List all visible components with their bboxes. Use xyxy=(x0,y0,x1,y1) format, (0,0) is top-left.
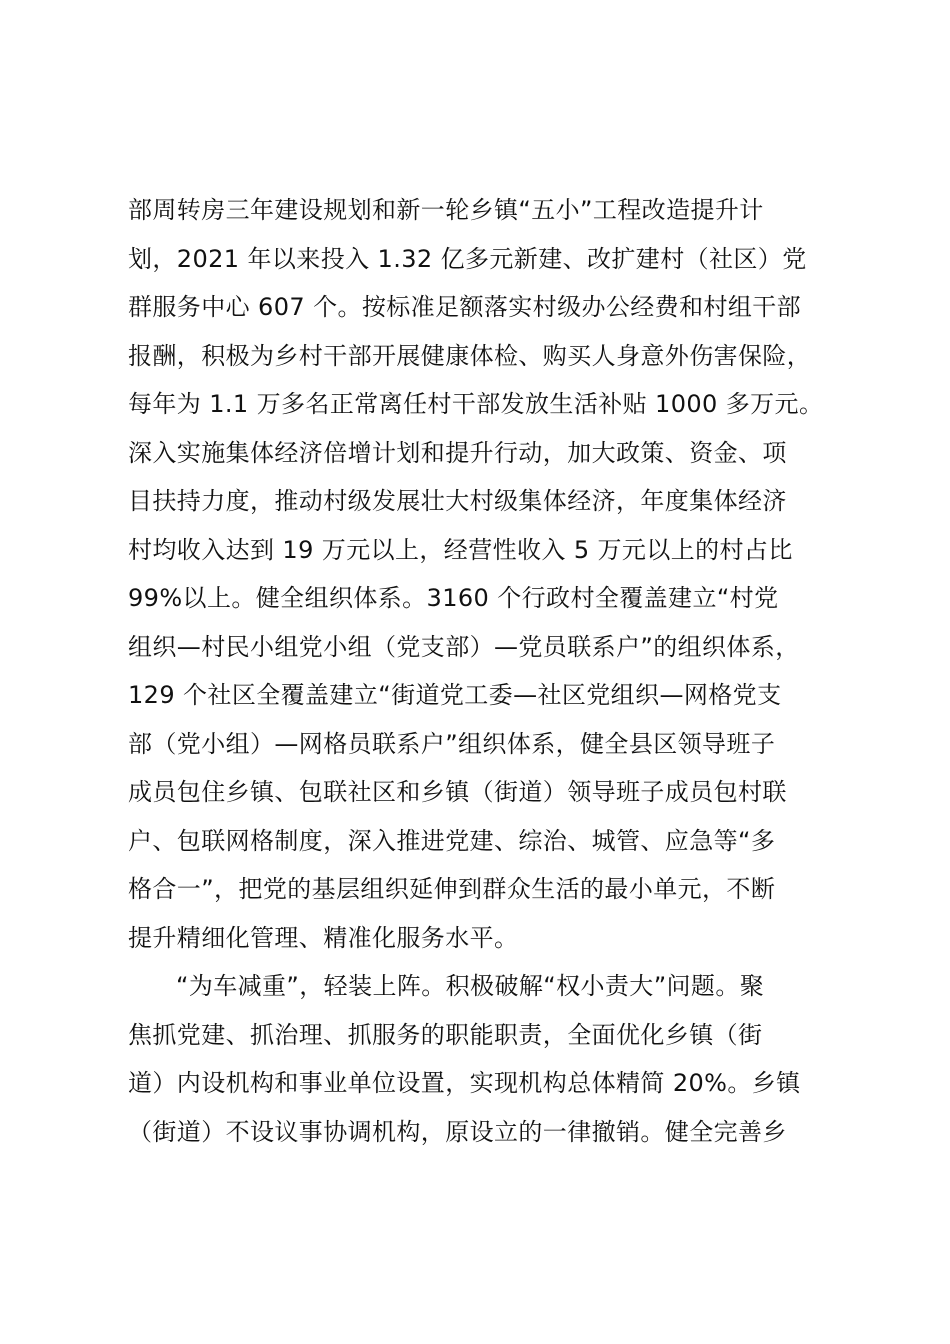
text-line: （街道）不设议事协调机构，原设立的一律撤销。健全完善乡 xyxy=(128,1117,787,1146)
text-line: 报酬，积极为乡村干部开展健康体检、购买人身意外伤害保险， xyxy=(128,341,812,370)
text-line: 焦抓党建、抓治理、抓服务的职能职责，全面优化乡镇（街 xyxy=(128,1020,763,1049)
text-line: 每年为 1.1 万多名正常离任村干部发放生活补贴 1000 多万元。 xyxy=(128,390,824,418)
text-line: 部（党小组）—网格员联系户”组织体系，健全县区领导班子 xyxy=(128,729,776,758)
text-line: 村均收入达到 19 万元以上，经营性收入 5 万元以上的村占比 xyxy=(128,535,793,564)
text-line: 提升精细化管理、精准化服务水平。 xyxy=(128,923,519,952)
paragraph xyxy=(128,186,838,962)
text-line: 群服务中心 607 个。按标准足额落实村级办公经费和村组干部 xyxy=(128,293,802,321)
text-line: 户、包联网格制度，深入推进党建、综治、城管、应急等“多 xyxy=(128,826,776,855)
text-line: 成员包住乡镇、包联社区和乡镇（街道）领导班子成员包村联 xyxy=(128,778,787,806)
paragraph xyxy=(128,962,838,1156)
text-line: 组织—村民小组党小组（党支部）—党员联系户”的组织体系， xyxy=(128,632,800,661)
text-line: 部周转房三年建设规划和新一轮乡镇“五小”工程改造提升计 xyxy=(128,196,764,224)
text-line: 目扶持力度，推动村级发展壮大村级集体经济，年度集体经济 xyxy=(128,487,787,515)
text-line: 道）内设机构和事业单位设置，实现机构总体精简 20%。乡镇 xyxy=(128,1069,801,1097)
text-line: 划，2021 年以来投入 1.32 亿多元新建、改扩建村（社区）党 xyxy=(128,244,807,273)
text-line: 99%以上。健全组织体系。3160 个行政村全覆盖建立“村党 xyxy=(128,584,779,612)
text-line: 格合一”，把党的基层组织延伸到群众生活的最小单元，不断 xyxy=(128,875,776,903)
text-line: “为车减重”，轻装上阵。积极破解“权小责大”问题。聚 xyxy=(176,972,765,1000)
text-line: 129 个社区全覆盖建立“街道党工委—社区党组织—网格党支 xyxy=(128,681,782,709)
body-text xyxy=(128,186,838,1156)
text-line: 深入实施集体经济倍增计划和提升行动，加大政策、资金、项 xyxy=(128,438,787,467)
